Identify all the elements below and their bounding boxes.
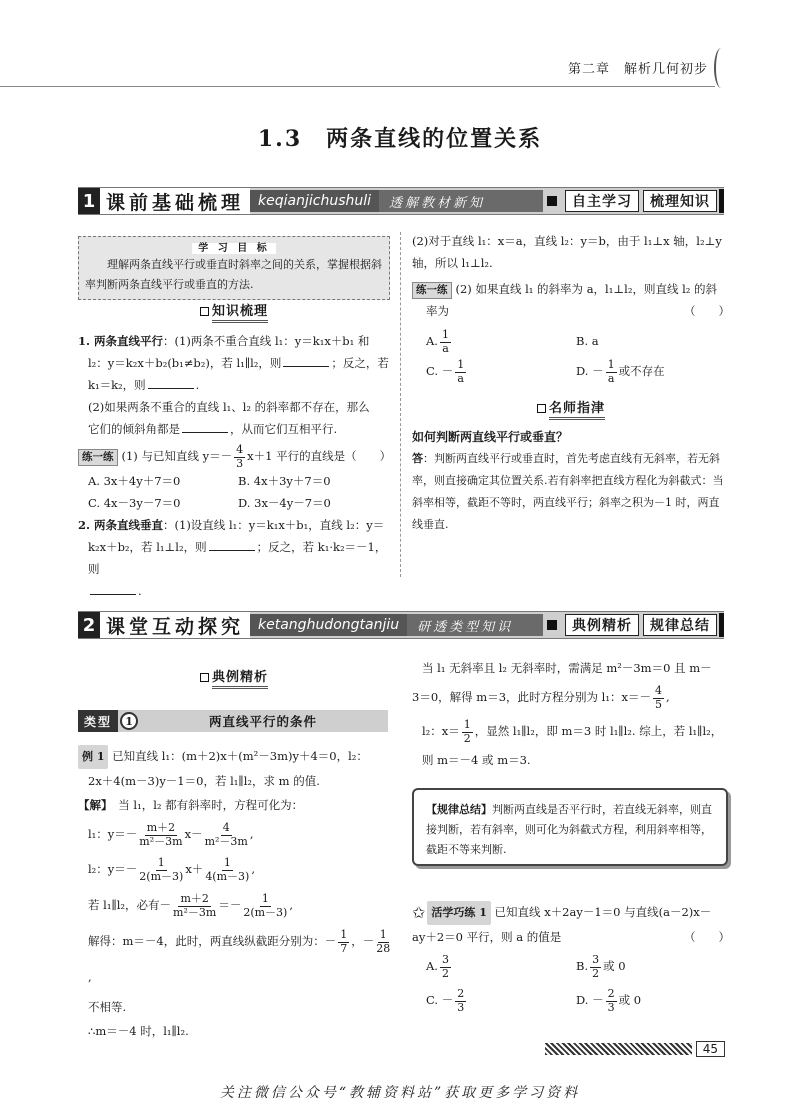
banner-pinyin: ketanghudongtanjiu (250, 614, 407, 636)
banner-box-1: 自主学习 (565, 190, 639, 212)
type-number: 1 (120, 712, 138, 730)
option-b: B. 4x＋3y＋7＝0 (238, 474, 331, 489)
banner-pinyin: keqianjichushuli (250, 190, 379, 212)
page-title: 1.3 两条直线的位置关系 (257, 126, 543, 152)
section-banner-2 (78, 611, 724, 639)
blank (182, 421, 228, 433)
pen-icon (200, 307, 209, 316)
right-column-top: (2)对于直线 l₁：x＝a，直线 l₂：y＝b，由于 l₁⊥x 轴，l₂⊥y 轴，所以 l₁⊥l₂. 练一练 (2) 如果直线 l₁ 的斜率为 a，l₁⊥l₂，则直线 l₂ 的斜 率为 （ ） A. $\frac{1}{a}$ B. a C. － $\frac{1}{a}$ D. － $\frac{1}{a}$ 或不存在 名师指津 如何判断两直线平行或垂直？ 答：判断两直线平行或垂直时，首先考虑直线有无斜率，若无斜率，则直接确定其位置关系.若有斜率把直线方程化为斜截式：当斜率相等，截距不等时，两直线平行；斜率之积为－1 时，两直线垂直. (412, 230, 730, 536)
banner-slogan: 透解教材新知 (379, 190, 543, 212)
goals-tag: 学 习 目 标 (192, 243, 275, 254)
footer-note: 关注微信公众号“教辅资料站”获取更多学习资料 (219, 1085, 581, 1101)
type-bar (78, 710, 388, 732)
option-d: D. 3x－4y－7＝0 (238, 496, 331, 511)
example-content: 例 1 已知直线 l₁：(m＋2)x＋(m²－3m)y＋4＝0，l₂： 2x＋4(m－3)y－1＝0，若 l₁∥l₂，求 m 的值. 【解】 当 l₁，l₂ 都有斜率时，方程可化为： l₁：y＝－ $\frac{m+2}{\text{m²－3m}}$ x－ $\frac{4}{\text{m²－3m}}$ , l₂：y＝－ $\frac{1}{2(m-3)}$ x＋ $\frac{1}{4(m-3)}$ , 若 l₁∥l₂，必有－ $\frac{m+2}{\text{m²－3m}}$ ＝－ $\frac{1}{2(m-3)}$ , 解得：m＝－4，此时，两直线纵截距分别为：－ $\frac{1}{7}$ ，－ $\frac{1}{28}$ , 不相等. ∴m＝－4 时，l₁∥l₂. (78, 744, 394, 1043)
option-b: B. a (576, 334, 599, 348)
section-banner-1 (78, 187, 724, 215)
goals-text: 理解两条直线平行或垂直时斜率之间的关系，掌握根据斜率判断两条直线平行或垂直的方法. (78, 236, 390, 300)
banner-title: 课前基础梳理 (100, 188, 250, 214)
option-c: C. － $\frac{2}{3}$ (426, 986, 465, 1014)
banner-endbar (719, 189, 724, 213)
blank (148, 377, 194, 389)
teacher-answer: 答：判断两直线平行或垂直时，首先考虑直线有无斜率，若无斜率，则直接确定其位置关系.若有斜率把直线方程化为斜截式：当斜率相等，截距不等时，两直线平行；斜率之积为－1 时，两直线垂直. (412, 452, 724, 531)
drill-tag: 练一练 (78, 449, 118, 466)
option-b: B. $\frac{3}{2}$ 或 0 (576, 952, 626, 980)
pen-icon (200, 673, 209, 682)
header-rule (0, 86, 715, 87)
square-icon (547, 620, 557, 630)
banner-slogan: 研透类型知识 (407, 614, 543, 636)
teacher-question: 如何判断两直线平行或垂直？ (412, 430, 569, 444)
banner-box-2: 规律总结 (643, 614, 717, 636)
square-icon (547, 196, 557, 206)
option-c: C. 4x－3y－7＝0 (88, 496, 181, 511)
page-number: 45 (696, 1041, 725, 1057)
practice-tag: 活学巧练 1 (427, 901, 490, 925)
banner-number: 2 (78, 612, 100, 638)
header-decoration (714, 48, 728, 88)
example-heading: 典例精析 (78, 666, 390, 685)
type-title: 两直线平行的条件 (209, 714, 318, 729)
option-a: A. $\frac{1}{a}$ (426, 327, 449, 355)
option-c: C. － $\frac{1}{a}$ (426, 357, 465, 385)
chapter-header: 第二章 解析几何初步 (567, 62, 708, 77)
example-tag: 例 1 (78, 745, 108, 769)
blank (90, 583, 136, 595)
banner-title: 课堂互动探究 (100, 612, 250, 638)
teacher-heading: 名师指津 (412, 398, 730, 420)
option-a: A. 3x＋4y＋7＝0 (88, 474, 181, 489)
knowledge-content: 1. 两条直线平行：(1)两条不重合直线 l₁：y＝k₁x＋b₁ 和 l₂：y＝k₂x＋b₂(b₁≠b₂)，若 l₁∥l₂，则 ；反之，若 k₁＝k₂，则 . (2)如果两条不重合的直线 l₁、l₂ 的斜率都不存在，那么 它们的倾斜角都是 ，从而它们互相平行. 练一练 (1) 与已知直线 y＝－ $\frac{4}{3}$ x＋1 平行的直线是（ ） A. 3x＋4y＋7＝0 B. 4x＋3y＋7＝0 C. 4x－3y－7＝0 D. 3x－4y－7＝0 2. 两条直线垂直：(1)设直线 l₁：y＝k₁x＋b₁，直线 l₂：y＝ k₂x＋b₂，若 l₁⊥l₂，则 ；反之，若 k₁·k₂＝－1，则 . (78, 334, 392, 599)
blank (209, 539, 255, 551)
blank (283, 355, 329, 367)
pen-icon (537, 404, 546, 413)
star-icon: ✩ (412, 903, 426, 922)
banner-box-2: 梳理知识 (643, 190, 717, 212)
right-column-bottom: 当 l₁ 无斜率且 l₂ 无斜率时，需满足 m²－3m＝0 且 m－ 3＝0，解得 m＝3，此时方程分别为 l₁：x＝－ $\frac{4}{5}$ , l₂：x＝ $\frac{1}{2}$ ，显然 l₁∥l₂，即 m＝3 时 l₁∥l₂. 综上，若 l₁∥l₂， 则 m＝－4 或 m＝3. (412, 661, 723, 767)
drill-tag: 练一练 (412, 282, 452, 299)
practice-block: ✩ 活学巧练 1 已知直线 x＋2ay－1＝0 与直线(a－2)x－ ay＋2＝0 平行，则 a 的值是 （ ） A. $\frac{3}{2}$ B. $\frac{3}{2}$ 或 0 C. － $\frac{2}{3}$ D. － $\frac{2}{3}$ 或 0 (412, 900, 730, 1017)
option-a: A. $\frac{3}{2}$ (426, 952, 449, 980)
hatch-decoration (545, 1043, 692, 1055)
column-divider (400, 232, 401, 577)
banner-box-1: 典例精析 (565, 614, 639, 636)
option-d: D. － $\frac{2}{3}$ 或 0 (576, 986, 642, 1014)
learning-goals (78, 232, 390, 300)
summary-box: 【规律总结】判断两直线是否平行时，若直线无斜率，则直接判断，若有斜率，则可化为斜截式方程，利用斜率相等，截距不等来判断. (412, 788, 728, 866)
page-number-bar (545, 1040, 725, 1058)
banner-endbar (719, 613, 724, 637)
type-tag: 类型 (78, 710, 118, 732)
option-d: D. － $\frac{1}{a}$ 或不存在 (576, 357, 665, 385)
banner-number: 1 (78, 188, 100, 214)
knowledge-heading: 知识梳理 (78, 300, 390, 319)
